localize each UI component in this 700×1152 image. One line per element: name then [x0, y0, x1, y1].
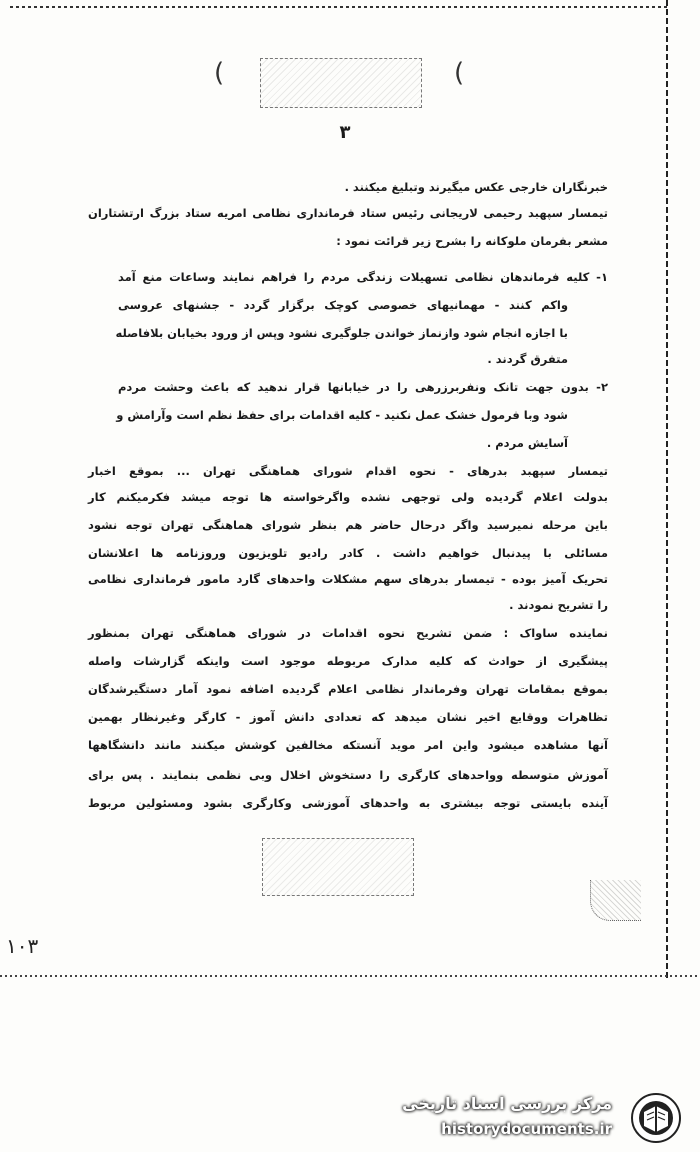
text-line: تظاهرات ووقایع اخیر نشان میدهد که تعدادی دانش آموز - کارگر وغیرنظار بهمین: [88, 710, 608, 724]
redaction-stamp-top: [260, 58, 422, 108]
text-line: ۲- بدون جهت تانک ونفربرزرهی را در خیابانها قرار ندهید که باعث وحشت مردم: [118, 380, 608, 394]
text-line: آینده بایستی توجه بیشتری به واحدهای آموزشی وکارگری بشود ومسئولین مربوط: [88, 796, 608, 810]
parenthesis-mark-left: (: [214, 58, 225, 88]
text-line: با اجازه انجام شود وازنماز خواندن جلوگیری نشود وپس از ورود بخیابان بلافاصله: [115, 326, 568, 340]
text-line: تحریک آمیز بوده - تیمسار بدرهای سهم مشکلات واحدهای گارد مامور فرمانداری نظامی: [88, 572, 608, 586]
handwritten-scribble: [590, 880, 641, 921]
watermark-title: مرکز بررسی اسناد تاریخی: [402, 1094, 612, 1113]
text-line: باین مرحله نمیرسید واگر درحال حاضر هم بنظر شورای هماهنگی تهران توجه نشود: [88, 518, 608, 532]
text-line: آنها مشاهده میشود واین امر موید آنستکه مخالفین کوشش میکنند مانند دانشگاهها: [88, 738, 608, 752]
text-line: مشعر بفرمان ملوکانه را بشرح زیر قرائت نمود :: [336, 234, 608, 248]
text-line: بدولت اعلام گردیده ولی توجهی نشده واگرخواسته ها توجه میشد فکرمیکنم کار: [88, 490, 608, 504]
text-line: آسایش مردم .: [486, 436, 568, 450]
watermark-url: historydocuments.ir: [441, 1120, 612, 1138]
text-line: تیمسار سپهبد رحیمی لاریجانی رئیس ستاد فرمانداری نظامی امریه ستاد بزرگ ارتشتاران: [88, 206, 608, 220]
text-line: متفرق گردند .: [487, 352, 568, 366]
parenthesis-mark-right: (: [454, 58, 465, 88]
text-line: بموقع بمقامات تهران وفرماندار نظامی اعلام گردیده اضافه نمود آمار دستگیرشدگان: [88, 682, 608, 696]
scan-edge-top: [10, 6, 670, 8]
text-line: آموزش متوسطه وواحدهای کارگری را دستخوش اخلال وبی نظمی بنمایند . پس برای: [88, 768, 608, 782]
text-line: تیمسار سپهبد بدرهای - نحوه اقدام شورای هماهنگی تهران ... بموقع اخبار: [88, 464, 608, 478]
text-line: واکم کنند - مهمانیهای خصوصی کوچک برگزار گردد - جشنهای عروسی: [118, 298, 568, 312]
page-number: ۳: [339, 122, 351, 143]
text-line: را تشریح نمودند .: [509, 598, 608, 612]
text-line: پیشگیری از حوادث که کلیه مدارک مربوطه موجود است واینکه گزارشات واصله: [88, 654, 608, 668]
text-line: شود وبا فرمول خشک عمل نکنید - کلیه اقدامات برای حفظ نظم است وآرامش و: [116, 408, 568, 422]
margin-note: ۱۰۳: [6, 934, 39, 958]
watermark: [400, 1090, 690, 1144]
text-line: ۱- کلیه فرماندهان نظامی تسهیلات زندگی مردم را فراهم نمایند وساعات منع آمد: [118, 270, 608, 284]
scan-edge-right: [666, 0, 668, 980]
scan-edge-bottom: [0, 975, 700, 977]
text-line: نماینده ساواک : ضمن تشریح نحوه اقدامات در شورای هماهنگی تهران بمنظور: [88, 626, 608, 640]
redaction-stamp-bottom: [262, 838, 414, 896]
text-line: مسائلی با پیدنبال خواهیم داشت . کادر رادیو تلویزیون وروزنامه ها اعلانشان: [88, 546, 608, 560]
text-line: خبرنگاران خارجی عکس میگیرند وتبلیغ میکنند .: [344, 180, 608, 194]
book-emblem-icon: [630, 1092, 682, 1144]
